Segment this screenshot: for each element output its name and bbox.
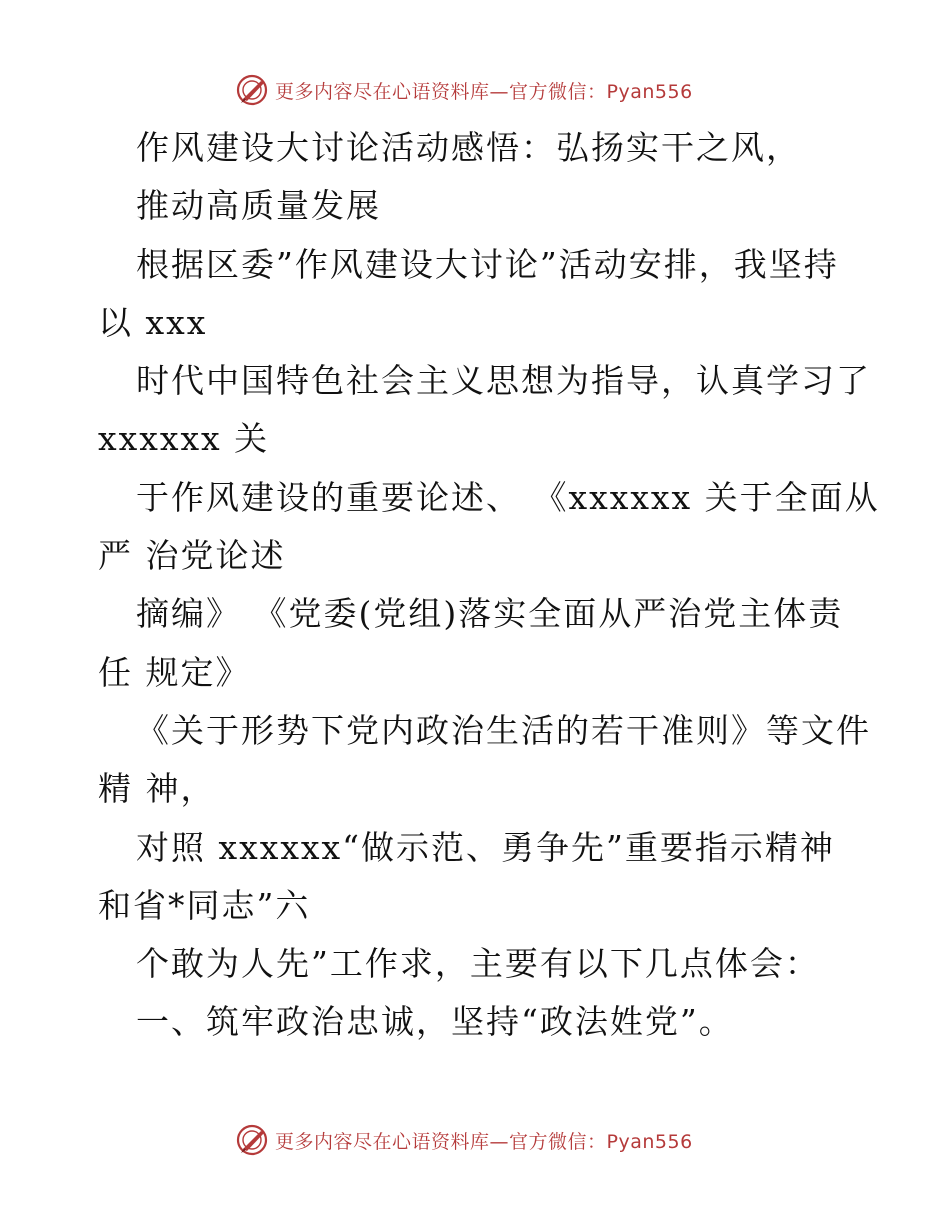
body-line: 精 神， <box>98 769 216 809</box>
quill-seal-icon <box>235 73 269 107</box>
body-line: 个敢为人先”工作求，主要有以下几点体会： <box>136 944 820 984</box>
body-line: 于作风建设的重要论述、 《xxxxxx 关于全面从 <box>136 477 880 517</box>
body-line: 摘编》 《党委(党组)落实全面从严治党主体责 <box>136 594 844 634</box>
watermark-text: 更多内容尽在心语资料库—官方微信：Pyan556 <box>275 1130 693 1153</box>
quill-seal-icon <box>235 1123 269 1157</box>
body-line: 时代中国特色社会主义思想为指导，认真学习了 <box>136 361 871 401</box>
header-watermark <box>235 70 693 110</box>
document-body <box>98 119 880 1052</box>
body-line: 作风建设大讨论活动感悟：弘扬实干之风， <box>136 128 801 167</box>
body-line: 以 xxx <box>98 302 208 342</box>
body-line: 对照 xxxxxx“做示范、勇争先”重要指示精神 <box>136 827 835 867</box>
body-line: 推动高质量发展 <box>136 186 381 226</box>
body-line: xxxxxx 关 <box>98 419 270 459</box>
body-line: 和省*同志”六 <box>98 885 311 925</box>
body-line: 严 治党论述 <box>98 536 286 576</box>
body-line: 根据区委”作风建设大讨论”活动安排，我坚持 <box>136 244 839 284</box>
body-line: 任 规定》 <box>98 652 251 692</box>
watermark-text: 更多内容尽在心语资料库—官方微信：Pyan556 <box>275 80 693 103</box>
body-line: 《关于形势下党内政治生活的若干准则》等文件 <box>136 710 871 750</box>
body-line: 一、筑牢政治忠诚，坚持“政法姓党”。 <box>136 1002 734 1042</box>
footer-watermark <box>235 1120 693 1160</box>
